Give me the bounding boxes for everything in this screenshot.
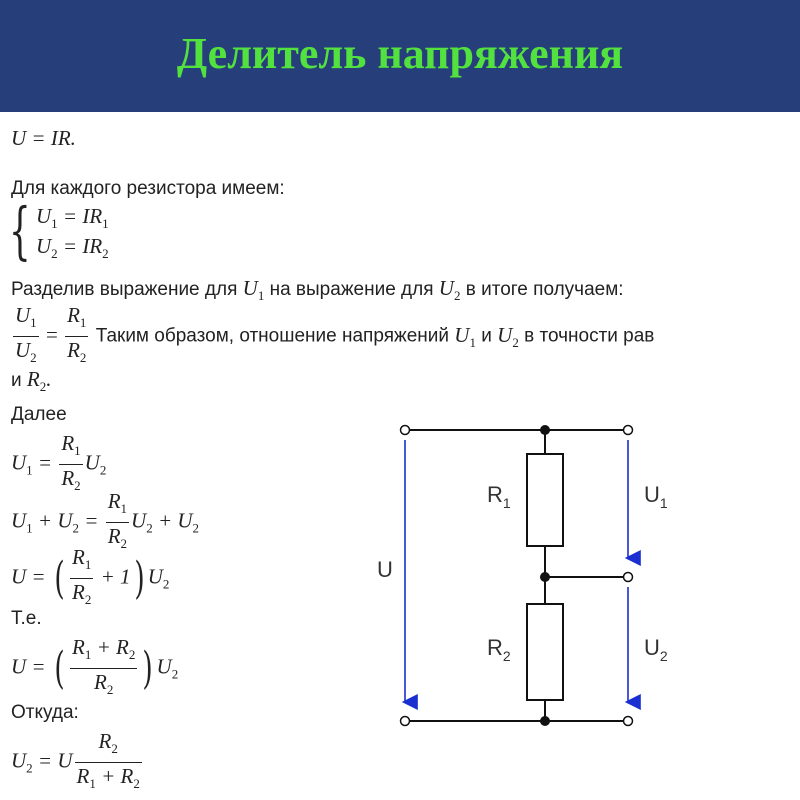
ohm-law-formula: U = IR. [11, 126, 76, 150]
ie-label: Т.е. [11, 608, 42, 629]
further-label: Далее [11, 404, 67, 425]
label-u1: $U_1$ [644, 482, 668, 511]
formula-u2-result: $U_2 = U$ $\frac{R_2}{R_1 + R_2}$ [11, 729, 140, 792]
ratio-text-a: Таким образом, отношение напряжений [95, 325, 449, 347]
fraction-r1-r2: $\frac{R_1}{R_2}$ [67, 303, 87, 366]
divide-prefix: Разделив выражение для [11, 279, 238, 300]
intro-each-resistor: Для каждого резистора имеем: [11, 178, 285, 199]
fraction-u1-u2: $\frac{U_1}{U_2}$ [15, 303, 37, 366]
divide-suffix: в итоге получаем: [465, 279, 624, 300]
resistor-r2 [527, 604, 563, 700]
symbol-u1: $U_1$ [242, 276, 265, 304]
formula-u1-ratio: $U_1$ = $\frac{R_1}{R_2}$ $U_2$ [11, 431, 107, 494]
junction-top [540, 425, 550, 435]
and-r2-line: и $R_2$. [11, 367, 52, 395]
terminal-middle-right [624, 573, 633, 582]
formula-combined: U = ( $\frac{R_1 + R_2}{R_2}$ ) $U_2$ [11, 635, 179, 698]
formula-sum: $U_1 + U_2$ = $\frac{R_1}{R_2}$ $U_2 + U_2$ [11, 489, 200, 552]
ratio-text-and: и [481, 325, 492, 347]
junction-middle [540, 572, 550, 582]
ratio-text-b: в точности рав [524, 325, 655, 347]
whence-label: Откуда: [11, 702, 79, 723]
label-u: U [377, 557, 393, 582]
terminal-bottom-right [624, 717, 633, 726]
equation-u1: $U_1 = IR_1$ [36, 204, 109, 232]
divide-mid: на выражение для [269, 279, 434, 300]
resistor-r1 [527, 454, 563, 546]
ratio-sentence: $\frac{U_1}{U_2}$ = $\frac{R_1}{R_2}$ Таким образом, отношение напряжений $U_1$ и $U_2$ в точности рав [11, 302, 654, 371]
system-brace: { [9, 194, 31, 267]
label-u2: $U_2$ [644, 635, 668, 664]
label-r2: $R_2$ [487, 635, 511, 664]
symbol-u2: $U_2$ [438, 276, 461, 304]
terminal-top-left [401, 426, 410, 435]
junction-bottom [540, 716, 550, 726]
formula-total: U = ( $\frac{R_1}{R_2}$ + 1) $U_2$ [11, 545, 170, 608]
slide-title: Делитель напряжения [176, 29, 624, 78]
label-r1: $R_1$ [487, 482, 511, 511]
voltage-arrows [405, 440, 628, 702]
equation-u2: $U_2 = IR_2$ [36, 234, 109, 262]
terminal-top-right [624, 426, 633, 435]
circuit-wires [410, 430, 624, 721]
terminal-bottom-left [401, 717, 410, 726]
